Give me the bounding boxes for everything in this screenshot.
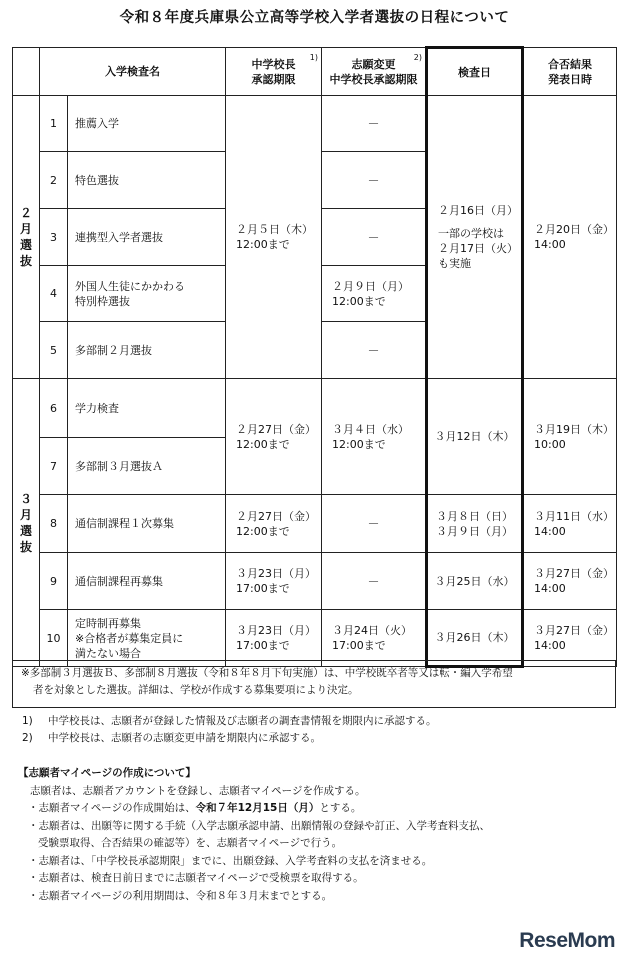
mypage-section bbox=[18, 765, 490, 905]
table-row bbox=[13, 495, 617, 553]
row-number: 5 bbox=[40, 322, 68, 379]
principal-deadline-feb: ２月５日（木） 12:00まで bbox=[226, 96, 322, 379]
row-number: 1 bbox=[40, 96, 68, 152]
change-deadline-none: － bbox=[322, 152, 427, 209]
principal-deadline-r10: ３月23日（月） 17:00まで bbox=[226, 610, 322, 667]
row-number: 4 bbox=[40, 266, 68, 322]
exam-name: 通信制課程１次募集 bbox=[68, 495, 226, 553]
exam-name: 通信制課程再募集 bbox=[68, 553, 226, 610]
table-row bbox=[13, 610, 617, 667]
table-row bbox=[13, 379, 617, 438]
result-date-feb: ２月20日（金） 14:00 bbox=[523, 96, 617, 379]
row-number: 6 bbox=[40, 379, 68, 438]
row-number: 2 bbox=[40, 152, 68, 209]
mypage-bullet: ・志願者マイページの作成開始は、令和７年12月15日（月）とする。 bbox=[28, 802, 362, 814]
exam-name: 外国人生徒にかかわる 特別枠選抜 bbox=[68, 266, 226, 322]
mypage-bullet: ・志願者は、「中学校長承認期限」までに、出願登録、入学考査料の支払を済ませる。 bbox=[28, 854, 433, 867]
header-change-deadline: 2) 志願変更 中学校長承認期限 bbox=[322, 48, 427, 96]
change-deadline-none: － bbox=[322, 495, 427, 553]
table-note: ※多部制３月選抜Ｂ、多部制８月選抜（令和８年８月下旬実施）は、中学校既卒者等又は転・編入学希望 者を対象とした選抜。詳細は、学校が作成する募集要項により決定。 bbox=[12, 660, 616, 708]
row-number: 8 bbox=[40, 495, 68, 553]
page-title: 令和８年度兵庫県公立高等学校入学者選抜の日程について bbox=[119, 10, 510, 26]
exam-date-r67: ３月12日（木） bbox=[427, 379, 523, 495]
row-number: 10 bbox=[40, 610, 68, 667]
header-blank bbox=[13, 48, 40, 96]
mypage-intro: 志願者は、志願者アカウントを登録し、志願者マイページを作成する。 bbox=[30, 784, 366, 797]
change-deadline-r4: ２月９日（月） 12:00まで bbox=[322, 266, 427, 322]
change-deadline-none: － bbox=[322, 553, 427, 610]
change-deadline-r67: ３月４日（水） 12:00まで bbox=[322, 379, 427, 495]
footnote-marker-1: 1) bbox=[309, 53, 318, 62]
exam-date-feb: ２月16日（月） 一部の学校は ２月17日（火） も実施 bbox=[427, 96, 523, 379]
header-result: 合否結果 発表日時 bbox=[523, 48, 617, 96]
resemom-logo: ReseMom bbox=[519, 929, 615, 952]
group-label-march: ３ 月 選 抜 bbox=[13, 379, 40, 667]
header-principal-deadline: 1) 中学校長 承認期限 bbox=[226, 48, 322, 96]
exam-name: 多部制２月選抜 bbox=[68, 322, 226, 379]
exam-name: 学力検査 bbox=[68, 379, 226, 438]
table-row bbox=[13, 96, 617, 152]
exam-date-r8: ３月８日（日） ３月９日（月） bbox=[427, 495, 523, 553]
row-number: 9 bbox=[40, 553, 68, 610]
change-deadline-none: － bbox=[322, 209, 427, 266]
principal-deadline-r8: ２月27日（金） 12:00まで bbox=[226, 495, 322, 553]
exam-name: 多部制３月選抜Ａ bbox=[68, 438, 226, 495]
exam-name: 定時制再募集 ※合格者が募集定員に 満たない場合 bbox=[68, 610, 226, 667]
mypage-heading: 【志願者マイページの作成について】 bbox=[18, 767, 196, 779]
result-date-r9: ３月27日（金） 14:00 bbox=[523, 553, 617, 610]
principal-deadline-r67: ２月27日（金） 12:00まで bbox=[226, 379, 322, 495]
mypage-bullet-cont: 受験票取得、合否結果の確認等）を、志願者マイページで行う。 bbox=[38, 837, 343, 849]
result-date-r67: ３月19日（木） 10:00 bbox=[523, 379, 617, 495]
footnote-item: 1) 中学校長は、志願者が登録した情報及び志願者の調査書情報を期限内に承認する。 bbox=[22, 715, 437, 727]
table-row bbox=[13, 553, 617, 610]
row-number: 7 bbox=[40, 438, 68, 495]
exam-date-r9: ３月25日（水） bbox=[427, 553, 523, 610]
footnotes bbox=[22, 713, 437, 747]
mypage-bullet: ・志願者は、検査日前日までに志願者マイページで受検票を取得する。 bbox=[28, 872, 364, 884]
group-label-february: ２ 月 選 抜 bbox=[13, 96, 40, 379]
result-date-r8: ３月11日（水） 14:00 bbox=[523, 495, 617, 553]
footnote-item: 2) 中学校長は、志願者の志願変更申請を期限内に承認する。 bbox=[22, 732, 321, 744]
result-date-r10: ３月27日（金） 14:00 bbox=[523, 610, 617, 667]
exam-name: 特色選抜 bbox=[68, 152, 226, 209]
table-header-row bbox=[13, 48, 617, 96]
header-exam-date: 検査日 bbox=[427, 48, 523, 96]
principal-deadline-r9: ３月23日（月） 17:00まで bbox=[226, 553, 322, 610]
change-deadline-none: － bbox=[322, 96, 427, 152]
mypage-bullet: ・志願者は、出願等に関する手続（入学志願承認申請、出願情報の登録や訂正、入学考査料支払、 bbox=[28, 819, 490, 832]
exam-name: 推薦入学 bbox=[68, 96, 226, 152]
footnote-marker-2: 2) bbox=[413, 53, 422, 62]
mypage-bullet: ・志願者マイページの利用期間は、令和８年３月末までとする。 bbox=[28, 889, 333, 902]
change-deadline-none: － bbox=[322, 322, 427, 379]
exam-name: 連携型入学者選抜 bbox=[68, 209, 226, 266]
header-exam-name: 入学検査名 bbox=[40, 48, 226, 96]
schedule-table bbox=[12, 46, 617, 668]
exam-date-r10: ３月26日（木） bbox=[427, 610, 523, 667]
change-deadline-r10: ３月24日（火） 17:00まで bbox=[322, 610, 427, 667]
row-number: 3 bbox=[40, 209, 68, 266]
